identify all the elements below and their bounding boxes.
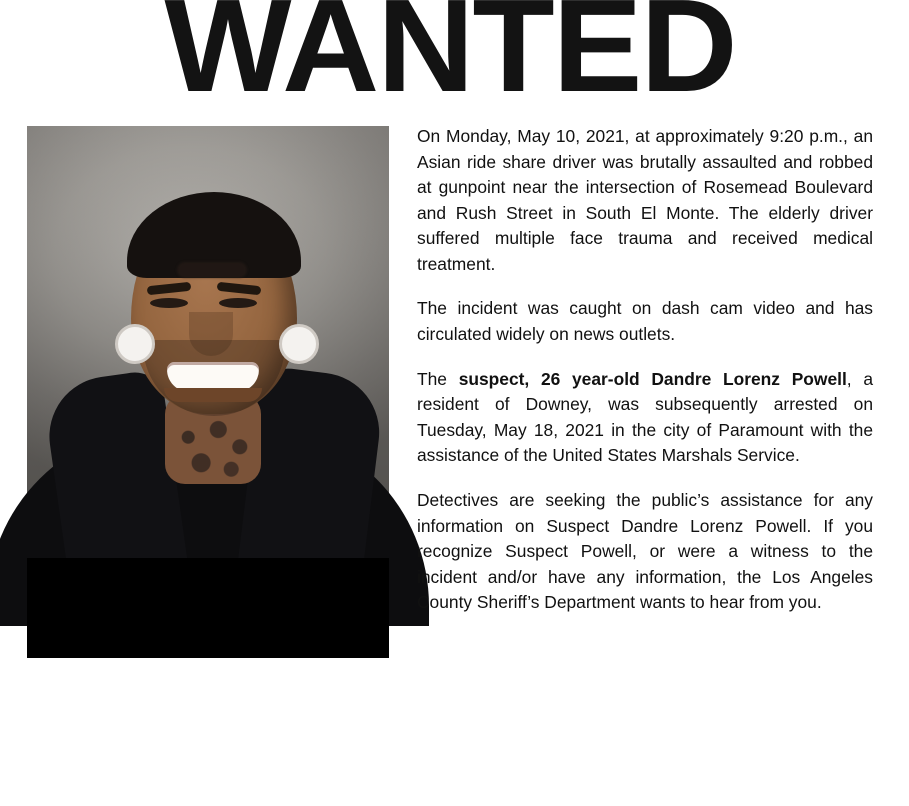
poster-body-text (417, 124, 873, 616)
poster-title (0, 0, 900, 119)
suspect-label: SUSPECT: (140, 696, 276, 726)
suspect-age: Age 26 (158, 772, 258, 805)
mugshot-ear-gauge-left (115, 324, 155, 364)
suspect-name: Dandre Lorenz Powell (49, 732, 367, 765)
mugshot-lower-lip (164, 388, 262, 402)
suspect-photo-panel (27, 126, 389, 805)
mugshot-neck-tattoo (171, 418, 257, 482)
paragraph-appeal: Detectives are seeking the public’s assistance for any information on Suspect Dandre Lorenz Powell. If you recognize Suspect Powell, or were a witness to the incident and/or have any information, the Los Angeles County Sheriff’s Department wants to hear from you. (417, 489, 873, 613)
suspect-mugshot (27, 126, 389, 558)
paragraph-arrest: The suspect, 26 year-old Dandre Lorenz Powell, a resident of Downey, was subsequently arrested on Tuesday, May 18, 2021 in the city of Paramount with the assistance of the United States Marshals Service. (417, 368, 873, 466)
poster-title-text: WANTED (164, 0, 736, 119)
mugshot-ear-gauge-right (279, 324, 319, 364)
paragraph-incident: On Monday, May 10, 2021, at approximately 9:20 p.m., an Asian ride share driver was brutally assaulted and robbed at gunpoint near the intersection of Rosemead Boulevard and Rush Street in South El Monte. The elderly driver suffered multiple face trauma and received medical treatment. (417, 126, 873, 274)
mugshot-eye-right (219, 298, 257, 308)
mugshot-eye-left (150, 298, 188, 308)
paragraph-dashcam: The incident was caught on dash cam video and has circulated widely on news outlets. (417, 298, 873, 345)
suspect-caption (27, 558, 389, 805)
mugshot-forehead-tattoo (177, 262, 247, 278)
